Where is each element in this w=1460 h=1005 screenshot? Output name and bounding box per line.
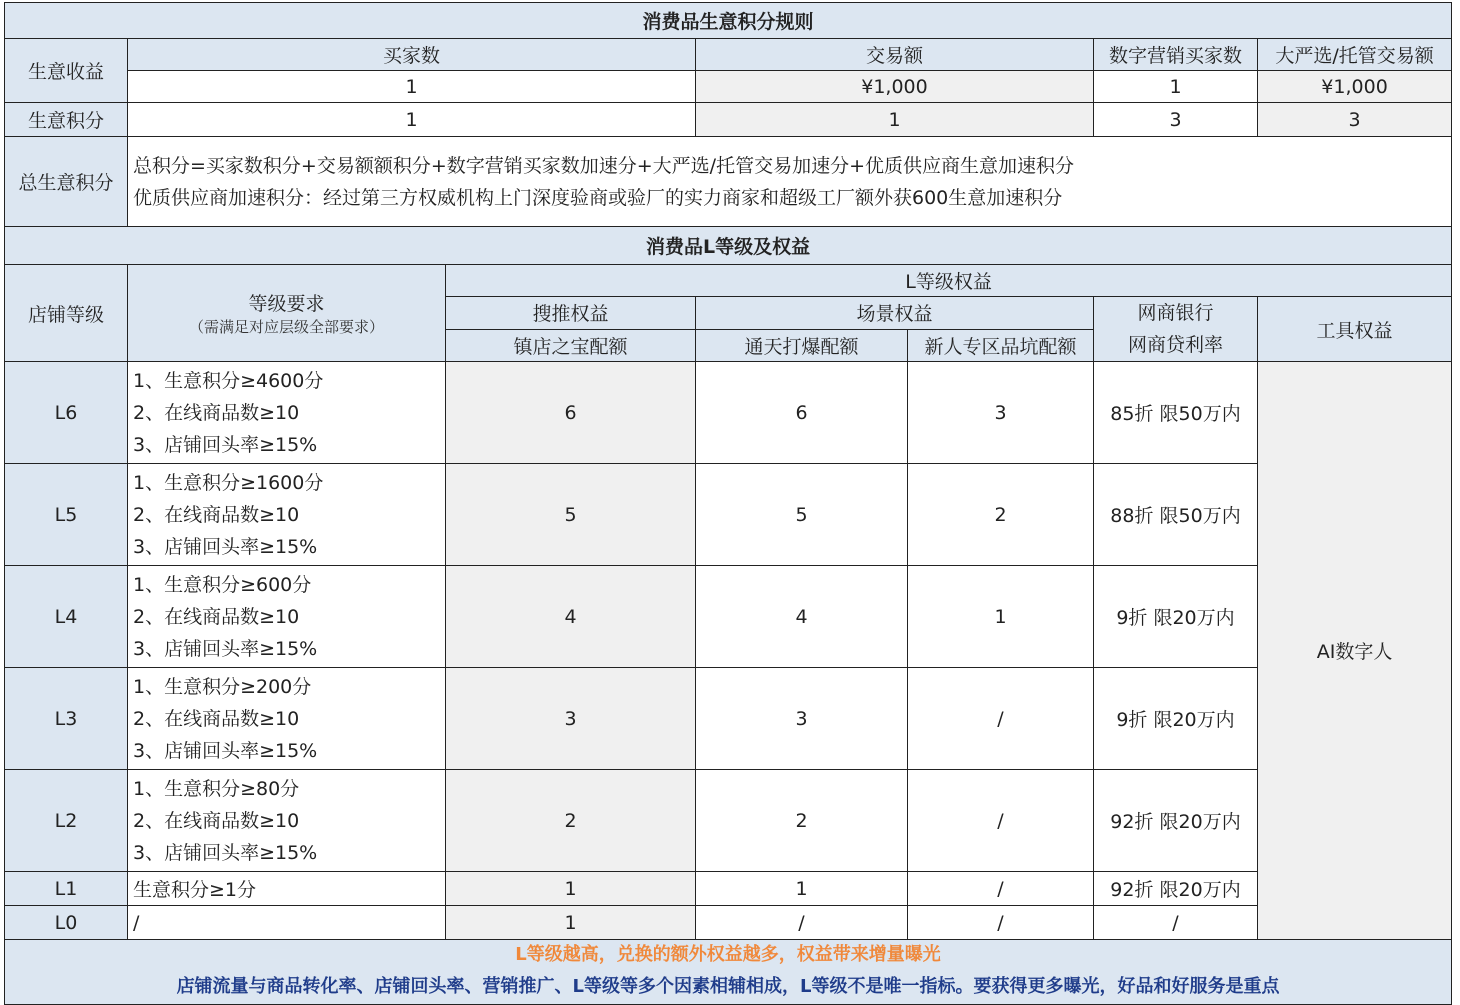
explode-quota: 1 (696, 872, 908, 906)
explode-quota: / (696, 906, 908, 940)
footer-note (5, 940, 1452, 1005)
points-transaction: 1 (696, 103, 1094, 137)
header-tool-benefit: 工具权益 (1258, 297, 1452, 362)
req-line: 1、生意积分≥1600分 (133, 471, 324, 494)
level-name: L1 (5, 872, 128, 906)
newcomer-quota: / (908, 906, 1094, 940)
level-requirements: 生意积分≥1分 (128, 872, 446, 906)
level-requirements (128, 770, 446, 872)
income-label: 生意收益 (5, 39, 128, 103)
header-newcomer-quota: 新人专区品坑配额 (908, 329, 1094, 362)
income-transaction: ¥1,000 (696, 71, 1094, 103)
loan-rate: 92折 限20万内 (1094, 770, 1258, 872)
treasure-quota: 4 (446, 566, 696, 668)
newcomer-quota: 1 (908, 566, 1094, 668)
level-row (5, 770, 1452, 872)
header-bank (1094, 297, 1258, 362)
income-digital-marketing: 1 (1094, 71, 1258, 103)
col-digital-marketing: 数字营销买家数 (1094, 39, 1258, 71)
newcomer-quota: / (908, 770, 1094, 872)
rules-sheet (4, 2, 1452, 1005)
total-label: 总生意积分 (5, 137, 128, 227)
formula-line: 总积分=买家数积分+交易额额积分+数字营销买家数加速分+大严选/托管交易加速分+优质供应商生意加速积分 (133, 154, 1075, 177)
footer-highlight: L等级越高，兑换的额外权益越多，权益带来增量曝光 (515, 944, 941, 965)
treasure-quota: 3 (446, 668, 696, 770)
req-line: 1、生意积分≥4600分 (133, 369, 324, 392)
req-line: 3、店铺回头率≥15% (133, 739, 318, 762)
level-row (5, 872, 1452, 906)
explode-quota: 5 (696, 464, 908, 566)
loan-rate: 9折 限20万内 (1094, 566, 1258, 668)
level-name: L0 (5, 906, 128, 940)
score-rules-title: 消费品生意积分规则 (5, 3, 1452, 39)
header-explode-quota: 通天打爆配额 (696, 329, 908, 362)
bank-line-2: 网商贷利率 (1127, 334, 1223, 356)
req-line: 3、店铺回头率≥15% (133, 535, 318, 558)
footer-explanation: 店铺流量与商品转化率、店铺回头率、营销推广、L等级等多个因素相辅相成，L等级不是唯一指标。要获得更多曝光，好品和好服务是重点 (176, 976, 1280, 997)
level-row (5, 668, 1452, 770)
level-requirements (128, 464, 446, 566)
loan-rate: 92折 限20万内 (1094, 872, 1258, 906)
loan-rate: 88折 限50万内 (1094, 464, 1258, 566)
points-label: 生意积分 (5, 103, 128, 137)
req-line: 3、店铺回头率≥15% (133, 841, 318, 864)
newcomer-quota: / (908, 872, 1094, 906)
req-line: 1、生意积分≥600分 (133, 573, 312, 596)
req-line: 3、店铺回头率≥15% (133, 433, 318, 456)
treasure-quota: 2 (446, 770, 696, 872)
newcomer-quota: 2 (908, 464, 1094, 566)
header-l-benefits: L等级权益 (446, 265, 1452, 297)
level-name: L4 (5, 566, 128, 668)
requirement-title: 等级要求 (248, 292, 325, 315)
formula-text (128, 137, 1452, 227)
points-digital-marketing: 3 (1094, 103, 1258, 137)
level-name: L5 (5, 464, 128, 566)
req-line: 3、店铺回头率≥15% (133, 637, 318, 660)
level-requirements (128, 362, 446, 464)
level-rules-title: 消费品L等级及权益 (5, 227, 1452, 265)
requirement-note: （需满足对应层级全部要求） (188, 317, 384, 336)
level-name: L2 (5, 770, 128, 872)
tool-benefit-value: AI数字人 (1258, 362, 1452, 940)
explode-quota: 6 (696, 362, 908, 464)
newcomer-quota: / (908, 668, 1094, 770)
col-strict-selection: 大严选/托管交易额 (1258, 39, 1452, 71)
header-scene-benefit: 场景权益 (696, 297, 1094, 330)
level-name: L6 (5, 362, 128, 464)
formula-line: 优质供应商加速积分：经过第三方权威机构上门深度验商或验厂的实力商家和超级工厂额外获600生意加速积分 (133, 186, 1063, 209)
level-row (5, 906, 1452, 940)
level-row (5, 464, 1452, 566)
level-row (5, 566, 1452, 668)
req-line: 2、在线商品数≥10 (133, 401, 300, 424)
points-strict-selection: 3 (1258, 103, 1452, 137)
newcomer-quota: 3 (908, 362, 1094, 464)
level-requirements (128, 668, 446, 770)
income-strict-selection: ¥1,000 (1258, 71, 1452, 103)
loan-rate: / (1094, 906, 1258, 940)
treasure-quota: 1 (446, 872, 696, 906)
loan-rate: 85折 限50万内 (1094, 362, 1258, 464)
treasure-quota: 6 (446, 362, 696, 464)
col-transaction: 交易额 (696, 39, 1094, 71)
explode-quota: 2 (696, 770, 908, 872)
bank-line-1: 网商银行 (1137, 302, 1214, 324)
income-buyers: 1 (128, 71, 696, 103)
level-requirements: / (128, 906, 446, 940)
req-line: 2、在线商品数≥10 (133, 707, 300, 730)
header-search-benefit: 搜推权益 (446, 297, 696, 330)
explode-quota: 3 (696, 668, 908, 770)
loan-rate: 9折 限20万内 (1094, 668, 1258, 770)
level-row (5, 362, 1452, 464)
treasure-quota: 5 (446, 464, 696, 566)
col-buyers: 买家数 (128, 39, 696, 71)
req-line: 2、在线商品数≥10 (133, 605, 300, 628)
explode-quota: 4 (696, 566, 908, 668)
req-line: 1、生意积分≥80分 (133, 777, 300, 800)
treasure-quota: 1 (446, 906, 696, 940)
level-name: L3 (5, 668, 128, 770)
header-treasure-quota: 镇店之宝配额 (446, 329, 696, 362)
header-requirement (128, 265, 446, 362)
req-line: 2、在线商品数≥10 (133, 809, 300, 832)
req-line: 2、在线商品数≥10 (133, 503, 300, 526)
points-buyers: 1 (128, 103, 696, 137)
level-requirements (128, 566, 446, 668)
header-store-level: 店铺等级 (5, 265, 128, 362)
req-line: 1、生意积分≥200分 (133, 675, 312, 698)
